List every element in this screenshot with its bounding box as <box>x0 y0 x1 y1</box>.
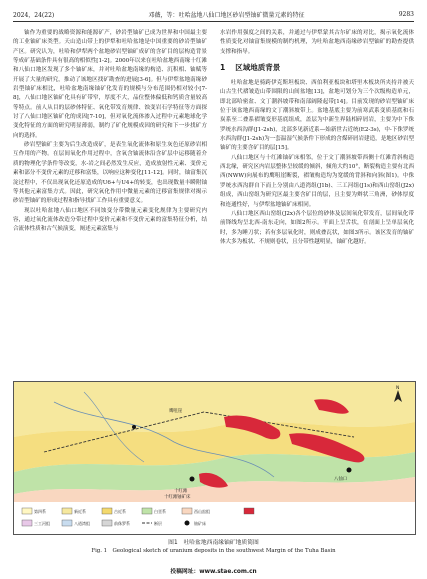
intro-continued: 水岩作用强度之间的关系，并通过与伊犁蒙其古尔矿床的对比，揭示氧化流体性质变化对铀富集规模的制约机理，为吐哈盆地西南缘砂岩型铀矿的勘查提供支撑和指导。 <box>220 30 414 55</box>
geology-paragraph-3: 八仙口地区西山窑组(J2x)各个层位的砂体及层间氧化带发育，层间氧化带前锋线均呈北西-南东走向，如图2所示。平面上呈舌状，在剖面上呈单层氧化时，多为睡刀状；若有多层氧化时，则成叠瓦状，如图3所示。该区发育的铀矿体大多为板状、不规则卷状，且分带性越明显，铀矿化越好。 <box>220 210 414 245</box>
legend-cretaceous: 白垩系 <box>154 509 166 514</box>
section-title: 区域地质背景 <box>235 63 281 73</box>
legend-badaowan: 八道湾组 <box>74 521 90 526</box>
legend-deposit: 铀矿床 <box>194 521 206 526</box>
legend-sangonghe: 三工河组 <box>34 521 50 526</box>
legend-fault: 断层 <box>154 521 162 526</box>
page-footer: 投稿网址：www.stae.com.cn <box>170 569 257 575</box>
section-number: 1 <box>220 63 226 73</box>
geological-map-figure <box>13 381 416 535</box>
legend-swatch-xishanyao <box>182 508 192 514</box>
deposit-marker <box>132 425 136 429</box>
geological-map <box>14 382 415 534</box>
page-number: 9283 <box>398 10 414 18</box>
intro-paragraph-1: 铀作为重要的战略资源和能源矿产，砂岩型铀矿已成为世界和中国最主要的工业铀矿床类型。天山造山带上的伊犁和吐哈盆地是中国重要的砂岩型铀矿产区。研究认为，吐哈和伊犁两个盆地砂岩型铀矿成矿的含矿目的层构造背景等成矿基础条件具有很高的相似性[1-2]。2000年以来在吐哈盆地西南缘十红滩和八仙口地区发现了多个铀矿床，并对吐哈盆地南缘的构造、沉积相、铀赋等开展了大量的研究，推动了该地区找矿勘查的进展[3-6]。但与伊犁盆地南缘砂岩型铀矿床相比，吐哈盆地南缘铀矿化发育的规模与分布范围仍相对较小[7-8]，八仙口地区铀矿化具有矿带窄，厚度不大，品位整体偏低和钙质含量较高等特点。前人从目的层砂体特征、氧化带发育规律、蚀变岩石学特征等方面探讨了八仙口地区铀矿化的成因[7-10]，但对氧化流体渗入过程中元素地球化学变化特征的方面的研究明显薄弱，制约了矿化规模成因的研究和下一步找矿方向的选择。 <box>13 30 207 139</box>
figure-caption-cn: 图1 吐哈盆地西南缘铀矿地质简图 <box>168 540 259 546</box>
deposit-marker <box>190 477 195 482</box>
geology-paragraph-2: 八仙口地区与十红滩铀矿床相邻，位于文丁潮斜坡带西侧十红滩背斜构造西北缘，研究区内岩层整体呈较缓的倾斜，倾角大约10°，断裂构造主要有北西西(NWW)向展布的鹰咀崖断裂，褶皱构造均为宽缓的背斜和向斜(图1)。中侏罗统水西沟群自下而上分别由八道湾组(J1b)、三工河组(J1s)和西山窑组(J2x)组成，西山窑组为研究区最主要含矿目的层，且主要为辫状三角洲，砂体厚度和连通性好，与伊犁盆地铀矿床相同。 <box>220 154 414 208</box>
geology-paragraph-1: 吐哈盆地是骑跨伊克斯坦板块、西伯利亚板块和塔里木板块所夹持并被天山古生代褶皱造山带围限的山间盆地[13]，盆地可划分为三个次级构造单元，即北部哈密盆、文丁潮斜坡带和南部阔隆起带[14]。目前发现的砂岩型铀矿床位于该盆地西南缘的文丁潮斜坡带上。盆地基底主要为前寒武系变质基底和石炭系至二叠系褶皱变形基底组成，盖层为中新生界陆相碎屑岩，主要为中下侏罗统水西沟群(J1-2sh)，北部多见新近系—始新世古近统(E2-3s)，中-下侏罗统水西沟群(J1-2sh)为一套温湿气候条件下形成的含煤碎屑岩建造，是地区砂岩型铀矿的主要含矿目的层[15]。 <box>220 80 414 152</box>
journal-volume: 2024，24(22) <box>13 11 55 19</box>
svg-text:N: N <box>396 386 400 391</box>
place-label-shihongtan-deposit: 十红滩铀矿床 <box>164 495 191 500</box>
legend-paleogene: 古近系 <box>114 509 126 514</box>
intro-paragraph-2: 砂岩型铀矿主要为后生改造成矿，是表生氧化流体和原生灰色还原砂岩相互作用的产物。在层间氧化作用过程中，含氧含铀流体沿含矿层中运移随着介质的物理化学条件等改变，水-岩之间必然发生反应，造成放射性元素、变价元素和部分不变价元素的迁移和富集，以响应这种变化[11-12]。同时，铀富集沉淀过程中，不仅出现氧化还原造成的U6+与U4+的转变，也出现数量丰瞬附铀等其他元素富集方式。因此，研究氧化作用中微量元素的迁移富集规律对揭示砂岩型铀矿的形成过程和指导找矿工作具有重要意义。 <box>13 142 207 205</box>
legend-swatch-paleogene <box>102 508 112 514</box>
legend-swatch-deposit <box>185 521 190 526</box>
left-column <box>13 29 207 235</box>
legend-pre-jurassic: 前侏罗系 <box>114 521 130 526</box>
right-column <box>220 29 414 247</box>
intro-paragraph-3: 现以吐哈盆地八仙口地区不同蚀变分带微量元素变化规律为主要研究内容，通过氧化流体改造分带过程中变价元素和不变价元素的富集特征分析，结合流体性质和古气候演变，阐述元素富集与 <box>13 207 207 233</box>
legend-quaternary: 第四系 <box>34 509 46 514</box>
legend-neogene: 新近系 <box>74 509 86 514</box>
legend-swatch-quaternary <box>22 508 32 514</box>
legend-swatch-ore-body <box>244 508 254 514</box>
legend-swatch-pre-jurassic <box>102 520 112 526</box>
deposit-marker <box>347 468 352 473</box>
place-label-baxiankou: 八仙口 <box>334 477 348 482</box>
figure-caption-en: Fig. 1 Geological sketch of uranium deposits in the southwest Margin of the Tuha Basin <box>91 548 336 554</box>
header-rule <box>13 21 414 22</box>
place-label-yingzuiya: 鹰咀崖 <box>169 409 183 414</box>
legend-swatch-badaowan <box>62 520 72 526</box>
legend-band <box>14 502 415 534</box>
section-heading <box>220 63 414 73</box>
legend-swatch-neogene <box>62 508 72 514</box>
legend-xishanyao: 西山窑组 <box>194 509 210 514</box>
legend-swatch-cretaceous <box>142 508 152 514</box>
running-title: 邓薇，等：吐哈盆地八仙口地区砂岩型铀矿微量元素的特征 <box>148 11 305 19</box>
legend-swatch-sangonghe <box>22 520 32 526</box>
place-label-shihongtan: 十红滩 <box>174 489 188 494</box>
